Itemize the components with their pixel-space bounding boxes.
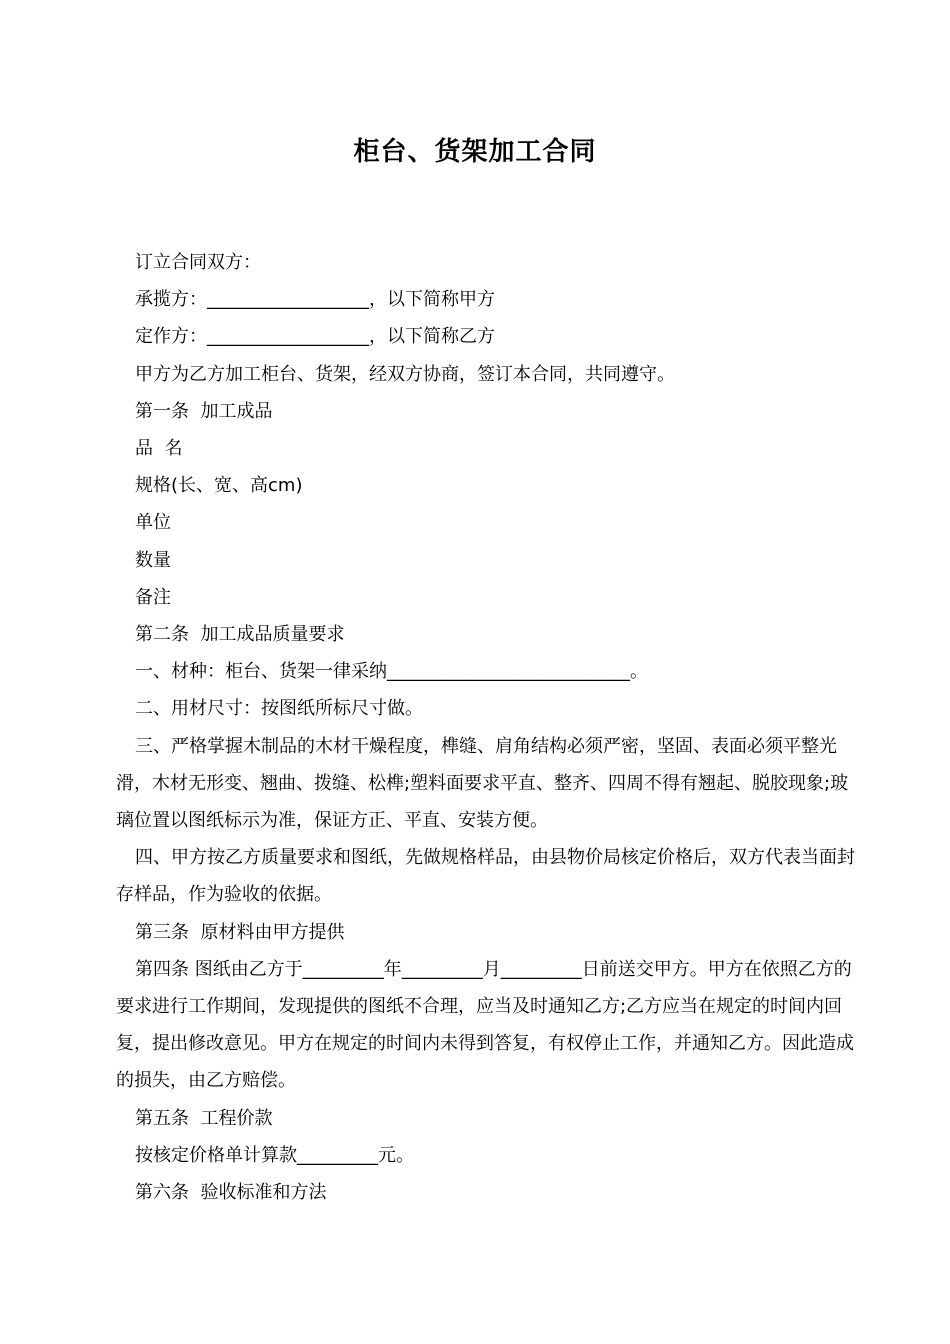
orderer-line: 定作方：__________________，以下简称乙方: [135, 326, 495, 348]
document-body: [116, 244, 856, 1211]
contractor-line: 承揽方：__________________，以下简称甲方: [135, 289, 495, 311]
article-5-heading: 第五条 工程价款: [135, 1107, 273, 1129]
preamble-line: 甲方为乙方加工柜台、货架，经双方协商，签订本合同，共同遵守。: [135, 363, 675, 385]
item-name-label: 品 名: [135, 438, 183, 460]
article-4-paragraph: 第四条 图纸由乙方于_________年_________月_________日前送交甲方。甲方在依照乙方的要求进行工作期间，发现提供的图纸不合理，应当及时通知乙方;乙方应当在规定的时间内回复，提出修改意见。甲方在规定的时间内未得到答复，有权停止工作，并通知乙方。因此造成的损失，由乙方赔偿。: [116, 958, 854, 1092]
quality-item-2: 二、用材尺寸：按图纸所标尺寸做。: [135, 698, 423, 720]
item-spec-label: 规格(长、宽、高cm): [135, 475, 303, 497]
article-3-heading: 第三条 原材料由甲方提供: [135, 921, 345, 943]
article-1-heading: 第一条 加工成品: [135, 400, 273, 422]
quality-item-3: 三、严格掌握木制品的木材干燥程度，榫缝、肩角结构必须严密，坚固、表面必须平整光滑，木材无形变、翘曲、拨缝、松榫;塑料面要求平直、整齐、四周不得有翘起、脱胶现象;玻璃位置以图纸标示为准，保证方正、平直、安装方便。: [116, 735, 849, 832]
item-unit-label: 单位: [135, 512, 171, 534]
price-line: 按核定价格单计算款_________元。: [135, 1144, 414, 1166]
document-title: 柜台、货架加工合同: [353, 137, 597, 167]
item-quantity-label: 数量: [135, 549, 171, 571]
article-6-heading: 第六条 验收标准和方法: [135, 1182, 327, 1204]
item-remarks-label: 备注: [135, 586, 171, 608]
quality-item-4: 四、甲方按乙方质量要求和图纸，先做规格样品，由县物价局核定价格后，双方代表当面封存样品，作为验收的依据。: [116, 847, 855, 906]
article-2-heading: 第二条 加工成品质量要求: [135, 624, 345, 646]
quality-item-1: 一、材种：柜台、货架一律采纳___________________________。: [135, 661, 648, 683]
contract-parties-heading: 订立合同双方：: [135, 252, 261, 273]
